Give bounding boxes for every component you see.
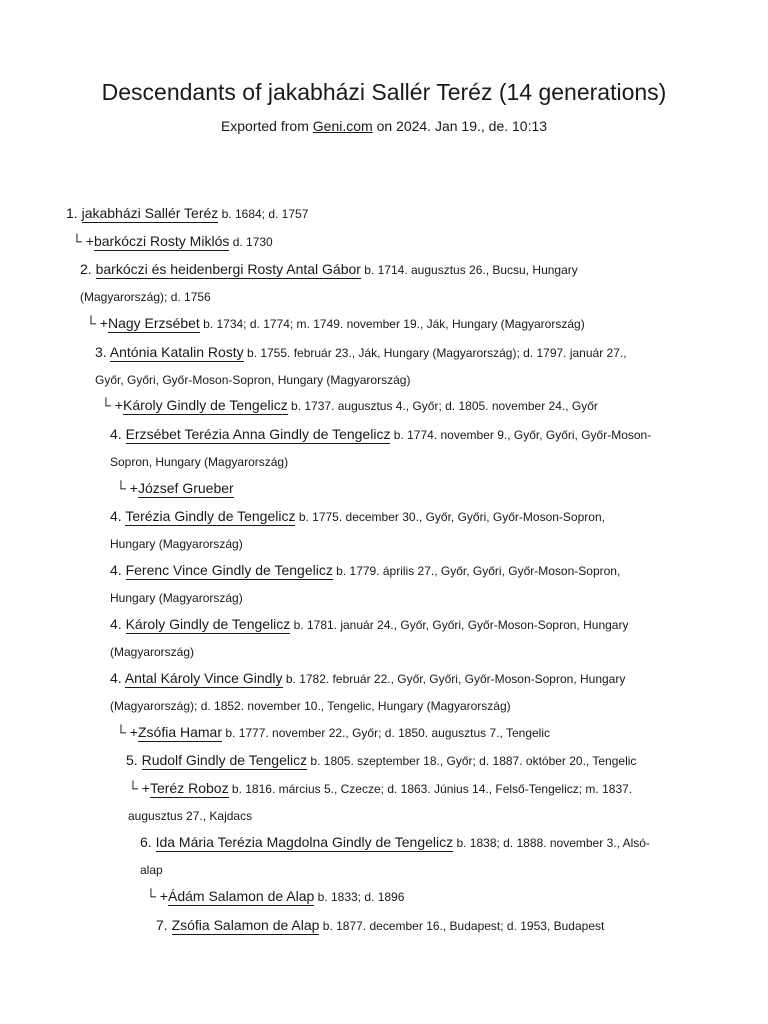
list-item (140, 829, 650, 884)
entry-details: b. 1774. november 9., Győr, Győri, Győr-Moson- (390, 428, 652, 442)
entry-details-continued: alap (140, 863, 163, 877)
list-item (86, 310, 585, 338)
entry-details: d. 1730 (229, 235, 273, 249)
entry-details-continued: Győr, Győri, Győr-Moson-Sopron, Hungary (Magyarország) (95, 373, 411, 387)
list-item (72, 228, 273, 256)
list-item (146, 883, 404, 911)
entry-details: b. 1805. szeptember 18., Győr; d. 1887. október 20., Tengelic (307, 754, 637, 768)
list-item (80, 256, 578, 311)
entry-details: b. 1877. december 16., Budapest; d. 1953, Budapest (319, 919, 605, 933)
page-title: Descendants of jakabházi Sallér Teréz (14 generations) (101, 79, 667, 105)
person-link[interactable]: Zsófia Salamon de Alap (171, 917, 320, 933)
entry-details-continued: (Magyarország); d. 1852. november 10., Tengelic, Hungary (Magyarország) (110, 699, 511, 713)
entry-details: b. 1737. augusztus 4., Győr; d. 1805. november 24., Győr (287, 399, 598, 413)
list-item (110, 503, 605, 558)
entry-details: b. 1781. január 24., Győr, Győri, Győr-Moson-Sopron, Hungary (290, 618, 629, 632)
geni-link[interactable]: Geni.com (312, 118, 373, 134)
entry-prefix: 2. (80, 261, 96, 277)
entry-prefix: └ + (86, 315, 108, 331)
entry-details: b. 1833; d. 1896 (314, 890, 405, 904)
list-item (116, 719, 550, 747)
entry-details: b. 1838; d. 1888. november 3., Alsó- (453, 836, 650, 850)
entry-details: b. 1755. február 23., Ják, Hungary (Magyarország); d. 1797. január 27., (243, 346, 627, 360)
entry-prefix: 3. (95, 344, 110, 360)
list-item (110, 421, 651, 476)
export-info (0, 118, 768, 134)
entry-prefix: 6. (140, 834, 156, 850)
export-suffix: on 2024. Jan 19., de. 10:13 (372, 118, 548, 134)
entry-prefix: └ + (146, 888, 168, 904)
entry-prefix: 1. (66, 205, 82, 221)
list-item (128, 775, 632, 830)
person-link[interactable]: Károly Gindly de Tengelicz (122, 397, 288, 413)
person-link[interactable]: barkóczi és heidenbergi Rosty Antal Gábor (95, 261, 361, 277)
person-link[interactable]: Ferenc Vince Gindly de Tengelicz (125, 562, 333, 578)
entry-details: b. 1777. november 22., Győr; d. 1850. augusztus 7., Tengelic (222, 726, 550, 740)
person-link[interactable]: Antónia Katalin Rosty (109, 344, 244, 360)
list-item (116, 475, 234, 503)
person-link[interactable]: Károly Gindly de Tengelicz (125, 616, 291, 632)
entry-details: b. 1779. április 27., Győr, Győri, Győr-Moson-Sopron, (332, 564, 621, 578)
list-item (101, 392, 598, 420)
entry-prefix: 7. (156, 917, 172, 933)
entry-details-continued: augusztus 27., Kajdacs (128, 809, 253, 823)
list-item (110, 557, 620, 612)
entry-details-continued: Hungary (Magyarország) (110, 537, 243, 551)
entry-prefix: └ + (128, 780, 150, 796)
entry-prefix: 5. (126, 752, 142, 768)
entry-prefix: └ + (72, 233, 94, 249)
entry-details: b. 1816. március 5., Czecze; d. 1863. Június 14., Felső-Tengelicz; m. 1837. (228, 782, 633, 796)
entry-prefix: 4. (110, 616, 126, 632)
list-item (95, 339, 627, 394)
entry-details: b. 1775. december 30., Győr, Győri, Győr-Moson-Sopron, (295, 510, 605, 524)
entry-prefix: 4. (110, 562, 126, 578)
person-link[interactable]: Antal Károly Vince Gindly (124, 670, 283, 686)
person-link[interactable]: Teréz Roboz (149, 780, 229, 796)
entry-prefix: └ + (116, 724, 138, 740)
person-link[interactable]: Rudolf Gindly de Tengelicz (141, 752, 308, 768)
entry-prefix: └ + (116, 480, 138, 496)
person-link[interactable]: Ida Mária Terézia Magdolna Gindly de Tengelicz (155, 834, 454, 850)
person-link[interactable]: Nagy Erzsébet (107, 315, 200, 331)
person-link[interactable]: Terézia Gindly de Tengelicz (125, 508, 296, 524)
entry-details: b. 1782. február 22., Győr, Győri, Győr-Moson-Sopron, Hungary (282, 672, 626, 686)
entry-prefix: 4. (110, 670, 125, 686)
list-item (66, 200, 308, 228)
entry-prefix: 4. (110, 426, 126, 442)
person-link[interactable]: József Grueber (137, 480, 234, 496)
entry-details: b. 1714. augusztus 26., Bucsu, Hungary (360, 263, 578, 277)
entry-details-continued: (Magyarország) (110, 645, 195, 659)
entry-details: b. 1734; d. 1774; m. 1749. november 19., Ják, Hungary (Magyarország) (199, 317, 585, 331)
list-item (156, 912, 604, 940)
entry-prefix: └ + (101, 397, 123, 413)
entry-details-continued: Sopron, Hungary (Magyarország) (110, 455, 289, 469)
entry-details: b. 1684; d. 1757 (218, 207, 309, 221)
entry-details-continued: Hungary (Magyarország) (110, 591, 243, 605)
list-item (126, 747, 636, 775)
person-link[interactable]: jakabházi Sallér Teréz (81, 205, 219, 221)
list-item (110, 611, 628, 666)
entry-prefix: 4. (110, 508, 126, 524)
person-link[interactable]: Erzsébet Terézia Anna Gindly de Tengelicz (125, 426, 391, 442)
person-link[interactable]: Zsófia Hamar (137, 724, 223, 740)
person-link[interactable]: Ádám Salamon de Alap (167, 888, 315, 904)
entry-details-continued: (Magyarország); d. 1756 (80, 290, 211, 304)
list-item (110, 665, 625, 720)
export-prefix: Exported from (220, 118, 313, 134)
person-link[interactable]: barkóczi Rosty Miklós (93, 233, 230, 249)
